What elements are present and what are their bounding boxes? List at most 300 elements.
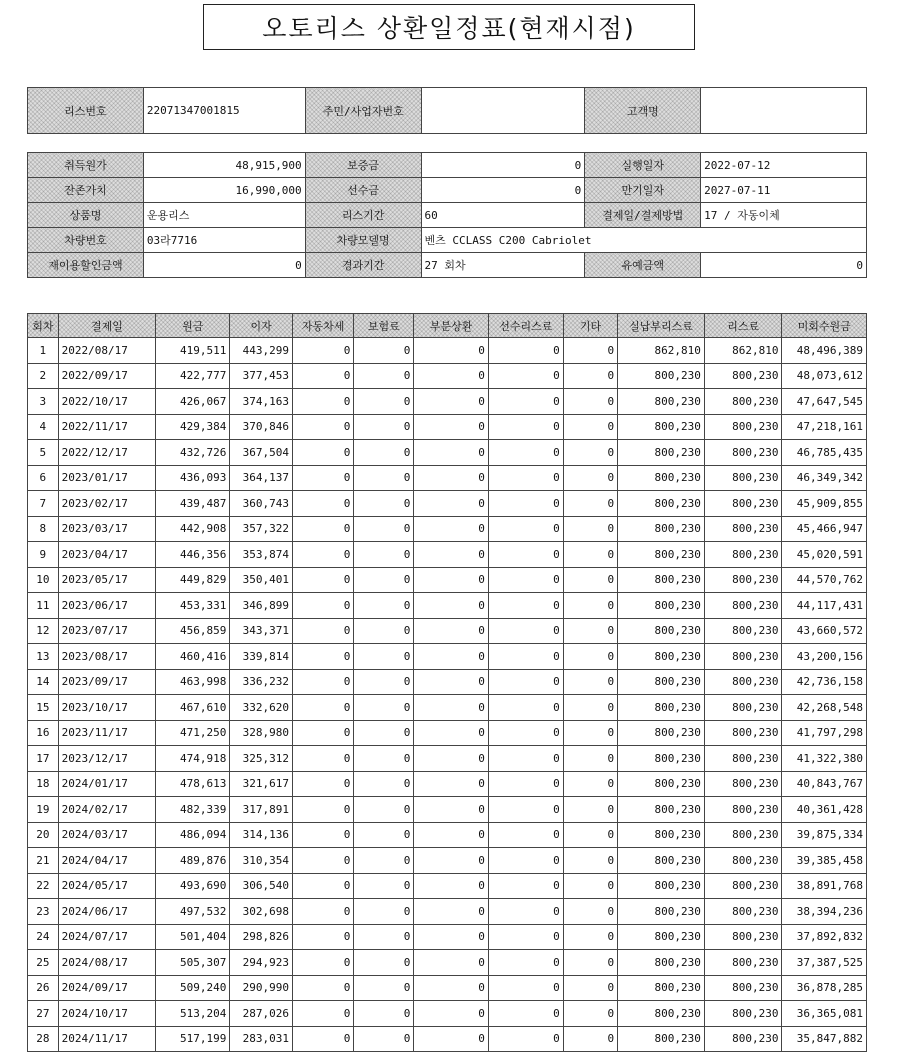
cell-outstanding-principal: 37,892,832 bbox=[782, 924, 867, 950]
cell-lease-fee: 800,230 bbox=[704, 669, 782, 695]
cell-actual-payment: 800,230 bbox=[618, 975, 705, 1001]
cell-interest: 357,322 bbox=[230, 516, 293, 542]
cell-etc: 0 bbox=[563, 873, 617, 899]
cell-outstanding-principal: 48,073,612 bbox=[782, 363, 867, 389]
cell-interest: 364,137 bbox=[230, 465, 293, 491]
lease-no-label: 리스번호 bbox=[28, 88, 144, 134]
cell-interest: 287,026 bbox=[230, 1001, 293, 1027]
cell-round: 10 bbox=[28, 567, 59, 593]
cell-principal: 429,384 bbox=[156, 414, 230, 440]
deposit-value: 0 bbox=[421, 153, 585, 178]
cell-insurance: 0 bbox=[354, 440, 414, 466]
cell-advance-lease: 0 bbox=[488, 593, 563, 619]
cell-interest: 332,620 bbox=[230, 695, 293, 721]
cell-etc: 0 bbox=[563, 644, 617, 670]
cell-actual-payment: 800,230 bbox=[618, 1001, 705, 1027]
cell-lease-fee: 800,230 bbox=[704, 363, 782, 389]
cell-advance-lease: 0 bbox=[488, 873, 563, 899]
cell-partial-repay: 0 bbox=[414, 746, 489, 772]
cell-lease-fee: 800,230 bbox=[704, 618, 782, 644]
cell-insurance: 0 bbox=[354, 567, 414, 593]
cell-lease-fee: 800,230 bbox=[704, 593, 782, 619]
cell-advance-lease: 0 bbox=[488, 542, 563, 568]
cell-etc: 0 bbox=[563, 720, 617, 746]
cell-lease-fee: 800,230 bbox=[704, 771, 782, 797]
cell-outstanding-principal: 40,361,428 bbox=[782, 797, 867, 823]
cell-outstanding-principal: 45,909,855 bbox=[782, 491, 867, 517]
cell-partial-repay: 0 bbox=[414, 491, 489, 517]
cell-car-tax: 0 bbox=[293, 618, 354, 644]
cell-interest: 350,401 bbox=[230, 567, 293, 593]
cell-outstanding-principal: 36,365,081 bbox=[782, 1001, 867, 1027]
cell-pay-date: 2022/08/17 bbox=[58, 338, 156, 364]
cell-principal: 442,908 bbox=[156, 516, 230, 542]
cell-partial-repay: 0 bbox=[414, 924, 489, 950]
cell-advance-lease: 0 bbox=[488, 746, 563, 772]
table-row bbox=[28, 414, 867, 440]
cell-principal: 513,204 bbox=[156, 1001, 230, 1027]
product-label: 상품명 bbox=[28, 203, 144, 228]
cell-lease-fee: 800,230 bbox=[704, 899, 782, 925]
exec-date-label: 실행일자 bbox=[585, 153, 701, 178]
cell-principal: 439,487 bbox=[156, 491, 230, 517]
cell-pay-date: 2023/05/17 bbox=[58, 567, 156, 593]
cell-lease-fee: 800,230 bbox=[704, 465, 782, 491]
cell-pay-date: 2024/09/17 bbox=[58, 975, 156, 1001]
cell-advance-lease: 0 bbox=[488, 797, 563, 823]
cell-round: 14 bbox=[28, 669, 59, 695]
cell-round: 18 bbox=[28, 771, 59, 797]
cell-actual-payment: 800,230 bbox=[618, 822, 705, 848]
residual-value: 16,990,000 bbox=[143, 178, 305, 203]
cell-partial-repay: 0 bbox=[414, 516, 489, 542]
lease-no-value: 22071347001815 bbox=[143, 88, 305, 134]
cell-principal: 453,331 bbox=[156, 593, 230, 619]
cell-advance-lease: 0 bbox=[488, 491, 563, 517]
cell-lease-fee: 800,230 bbox=[704, 797, 782, 823]
cell-advance-lease: 0 bbox=[488, 440, 563, 466]
cell-advance-lease: 0 bbox=[488, 567, 563, 593]
table-row bbox=[28, 542, 867, 568]
cell-partial-repay: 0 bbox=[414, 1026, 489, 1052]
reuse-discount-value: 0 bbox=[143, 253, 305, 278]
header-insurance: 보험료 bbox=[354, 314, 414, 338]
payment-label: 결제일/결제방법 bbox=[585, 203, 701, 228]
cell-etc: 0 bbox=[563, 924, 617, 950]
cell-round: 20 bbox=[28, 822, 59, 848]
customer-name-label: 고객명 bbox=[585, 88, 701, 134]
table-row bbox=[28, 669, 867, 695]
cell-advance-lease: 0 bbox=[488, 389, 563, 415]
cell-pay-date: 2024/07/17 bbox=[58, 924, 156, 950]
cell-insurance: 0 bbox=[354, 338, 414, 364]
cell-round: 28 bbox=[28, 1026, 59, 1052]
cell-round: 9 bbox=[28, 542, 59, 568]
cell-principal: 456,859 bbox=[156, 618, 230, 644]
cell-advance-lease: 0 bbox=[488, 669, 563, 695]
cell-advance-lease: 0 bbox=[488, 338, 563, 364]
cell-car-tax: 0 bbox=[293, 516, 354, 542]
cell-outstanding-principal: 46,785,435 bbox=[782, 440, 867, 466]
cell-insurance: 0 bbox=[354, 822, 414, 848]
cell-pay-date: 2024/02/17 bbox=[58, 797, 156, 823]
deposit-label: 보증금 bbox=[305, 153, 421, 178]
cell-car-tax: 0 bbox=[293, 644, 354, 670]
cell-principal: 497,532 bbox=[156, 899, 230, 925]
cell-principal: 517,199 bbox=[156, 1026, 230, 1052]
cell-pay-date: 2024/05/17 bbox=[58, 873, 156, 899]
cell-advance-lease: 0 bbox=[488, 950, 563, 976]
cell-partial-repay: 0 bbox=[414, 644, 489, 670]
cell-principal: 419,511 bbox=[156, 338, 230, 364]
cell-pay-date: 2022/11/17 bbox=[58, 414, 156, 440]
repayment-schedule-table bbox=[27, 313, 867, 1052]
cell-advance-lease: 0 bbox=[488, 975, 563, 1001]
cell-actual-payment: 800,230 bbox=[618, 516, 705, 542]
details-row bbox=[28, 203, 867, 228]
cell-advance-lease: 0 bbox=[488, 771, 563, 797]
cell-actual-payment: 800,230 bbox=[618, 567, 705, 593]
cell-etc: 0 bbox=[563, 695, 617, 721]
acq-cost-label: 취득원가 bbox=[28, 153, 144, 178]
cell-insurance: 0 bbox=[354, 491, 414, 517]
cell-interest: 298,826 bbox=[230, 924, 293, 950]
cell-lease-fee: 800,230 bbox=[704, 567, 782, 593]
cell-insurance: 0 bbox=[354, 389, 414, 415]
cell-outstanding-principal: 42,736,158 bbox=[782, 669, 867, 695]
cell-actual-payment: 800,230 bbox=[618, 618, 705, 644]
cell-pay-date: 2024/08/17 bbox=[58, 950, 156, 976]
cell-principal: 436,093 bbox=[156, 465, 230, 491]
cell-lease-fee: 800,230 bbox=[704, 414, 782, 440]
cell-partial-repay: 0 bbox=[414, 363, 489, 389]
cell-principal: 509,240 bbox=[156, 975, 230, 1001]
details-row bbox=[28, 253, 867, 278]
cell-insurance: 0 bbox=[354, 695, 414, 721]
cell-insurance: 0 bbox=[354, 542, 414, 568]
cell-round: 27 bbox=[28, 1001, 59, 1027]
cell-round: 2 bbox=[28, 363, 59, 389]
cell-car-tax: 0 bbox=[293, 593, 354, 619]
cell-lease-fee: 800,230 bbox=[704, 975, 782, 1001]
cell-etc: 0 bbox=[563, 669, 617, 695]
cell-advance-lease: 0 bbox=[488, 848, 563, 874]
cell-actual-payment: 800,230 bbox=[618, 491, 705, 517]
cell-interest: 360,743 bbox=[230, 491, 293, 517]
cell-pay-date: 2024/11/17 bbox=[58, 1026, 156, 1052]
cell-insurance: 0 bbox=[354, 363, 414, 389]
cell-principal: 493,690 bbox=[156, 873, 230, 899]
cell-lease-fee: 800,230 bbox=[704, 1001, 782, 1027]
cell-partial-repay: 0 bbox=[414, 389, 489, 415]
cell-advance-lease: 0 bbox=[488, 1026, 563, 1052]
cell-insurance: 0 bbox=[354, 720, 414, 746]
contract-info-row bbox=[28, 88, 867, 134]
cell-insurance: 0 bbox=[354, 848, 414, 874]
cell-partial-repay: 0 bbox=[414, 618, 489, 644]
cell-round: 15 bbox=[28, 695, 59, 721]
cell-insurance: 0 bbox=[354, 873, 414, 899]
cell-actual-payment: 800,230 bbox=[618, 440, 705, 466]
cell-pay-date: 2023/08/17 bbox=[58, 644, 156, 670]
cell-outstanding-principal: 47,647,545 bbox=[782, 389, 867, 415]
table-row bbox=[28, 720, 867, 746]
cell-car-tax: 0 bbox=[293, 848, 354, 874]
elapsed-value: 27 회차 bbox=[421, 253, 585, 278]
cell-round: 24 bbox=[28, 924, 59, 950]
cell-actual-payment: 800,230 bbox=[618, 924, 705, 950]
cell-advance-lease: 0 bbox=[488, 899, 563, 925]
cell-round: 23 bbox=[28, 899, 59, 925]
cell-round: 5 bbox=[28, 440, 59, 466]
cell-principal: 432,726 bbox=[156, 440, 230, 466]
cell-car-tax: 0 bbox=[293, 975, 354, 1001]
cell-etc: 0 bbox=[563, 491, 617, 517]
table-row bbox=[28, 848, 867, 874]
cell-partial-repay: 0 bbox=[414, 771, 489, 797]
cell-actual-payment: 800,230 bbox=[618, 465, 705, 491]
cell-interest: 343,371 bbox=[230, 618, 293, 644]
car-model-value: 벤츠 CCLASS C200 Cabriolet bbox=[421, 228, 866, 253]
cell-car-tax: 0 bbox=[293, 924, 354, 950]
cell-pay-date: 2023/03/17 bbox=[58, 516, 156, 542]
cell-actual-payment: 862,810 bbox=[618, 338, 705, 364]
cell-round: 19 bbox=[28, 797, 59, 823]
cell-car-tax: 0 bbox=[293, 746, 354, 772]
cell-etc: 0 bbox=[563, 899, 617, 925]
cell-etc: 0 bbox=[563, 1001, 617, 1027]
cell-round: 26 bbox=[28, 975, 59, 1001]
cell-partial-repay: 0 bbox=[414, 593, 489, 619]
cell-car-tax: 0 bbox=[293, 1026, 354, 1052]
cell-principal: 449,829 bbox=[156, 567, 230, 593]
cell-principal: 471,250 bbox=[156, 720, 230, 746]
cell-advance-lease: 0 bbox=[488, 924, 563, 950]
cell-principal: 460,416 bbox=[156, 644, 230, 670]
cell-car-tax: 0 bbox=[293, 338, 354, 364]
cell-interest: 370,846 bbox=[230, 414, 293, 440]
cell-actual-payment: 800,230 bbox=[618, 389, 705, 415]
cell-etc: 0 bbox=[563, 363, 617, 389]
cell-car-tax: 0 bbox=[293, 465, 354, 491]
cell-partial-repay: 0 bbox=[414, 848, 489, 874]
cell-pay-date: 2023/11/17 bbox=[58, 720, 156, 746]
cell-interest: 346,899 bbox=[230, 593, 293, 619]
cell-principal: 463,998 bbox=[156, 669, 230, 695]
cell-interest: 321,617 bbox=[230, 771, 293, 797]
cell-interest: 367,504 bbox=[230, 440, 293, 466]
cell-interest: 306,540 bbox=[230, 873, 293, 899]
cell-lease-fee: 800,230 bbox=[704, 491, 782, 517]
cell-partial-repay: 0 bbox=[414, 338, 489, 364]
cell-actual-payment: 800,230 bbox=[618, 542, 705, 568]
payment-value: 17 / 자동이체 bbox=[701, 203, 867, 228]
cell-insurance: 0 bbox=[354, 618, 414, 644]
cell-pay-date: 2023/09/17 bbox=[58, 669, 156, 695]
table-row bbox=[28, 899, 867, 925]
table-row bbox=[28, 491, 867, 517]
cell-lease-fee: 800,230 bbox=[704, 1026, 782, 1052]
cell-principal: 505,307 bbox=[156, 950, 230, 976]
cell-actual-payment: 800,230 bbox=[618, 593, 705, 619]
cell-actual-payment: 800,230 bbox=[618, 797, 705, 823]
cell-actual-payment: 800,230 bbox=[618, 848, 705, 874]
cell-interest: 377,453 bbox=[230, 363, 293, 389]
cell-etc: 0 bbox=[563, 1026, 617, 1052]
cell-lease-fee: 800,230 bbox=[704, 746, 782, 772]
cell-car-tax: 0 bbox=[293, 1001, 354, 1027]
cell-principal: 474,918 bbox=[156, 746, 230, 772]
cell-round: 3 bbox=[28, 389, 59, 415]
cell-insurance: 0 bbox=[354, 1001, 414, 1027]
resident-no-value bbox=[421, 88, 585, 134]
cell-actual-payment: 800,230 bbox=[618, 746, 705, 772]
table-row bbox=[28, 593, 867, 619]
cell-etc: 0 bbox=[563, 338, 617, 364]
cell-actual-payment: 800,230 bbox=[618, 950, 705, 976]
cell-lease-fee: 800,230 bbox=[704, 389, 782, 415]
cell-round: 25 bbox=[28, 950, 59, 976]
cell-insurance: 0 bbox=[354, 746, 414, 772]
cell-outstanding-principal: 41,322,380 bbox=[782, 746, 867, 772]
cell-insurance: 0 bbox=[354, 1026, 414, 1052]
cell-insurance: 0 bbox=[354, 593, 414, 619]
cell-interest: 353,874 bbox=[230, 542, 293, 568]
cell-lease-fee: 800,230 bbox=[704, 720, 782, 746]
cell-pay-date: 2023/02/17 bbox=[58, 491, 156, 517]
cell-pay-date: 2023/10/17 bbox=[58, 695, 156, 721]
cell-partial-repay: 0 bbox=[414, 567, 489, 593]
cell-etc: 0 bbox=[563, 771, 617, 797]
table-row bbox=[28, 644, 867, 670]
cell-advance-lease: 0 bbox=[488, 516, 563, 542]
cell-insurance: 0 bbox=[354, 414, 414, 440]
cell-pay-date: 2024/06/17 bbox=[58, 899, 156, 925]
cell-car-tax: 0 bbox=[293, 491, 354, 517]
contract-info-table bbox=[27, 87, 867, 134]
header-principal: 원금 bbox=[156, 314, 230, 338]
details-row bbox=[28, 228, 867, 253]
header-car-tax: 자동차세 bbox=[293, 314, 354, 338]
cell-outstanding-principal: 43,660,572 bbox=[782, 618, 867, 644]
header-actual-payment: 실납부리스료 bbox=[618, 314, 705, 338]
cell-etc: 0 bbox=[563, 389, 617, 415]
cell-outstanding-principal: 35,847,882 bbox=[782, 1026, 867, 1052]
table-row bbox=[28, 695, 867, 721]
cell-round: 16 bbox=[28, 720, 59, 746]
cell-lease-fee: 800,230 bbox=[704, 924, 782, 950]
cell-outstanding-principal: 45,020,591 bbox=[782, 542, 867, 568]
cell-outstanding-principal: 38,394,236 bbox=[782, 899, 867, 925]
cell-actual-payment: 800,230 bbox=[618, 695, 705, 721]
resident-no-label: 주민/사업자번호 bbox=[305, 88, 421, 134]
cell-lease-fee: 800,230 bbox=[704, 695, 782, 721]
table-row bbox=[28, 440, 867, 466]
cell-pay-date: 2024/10/17 bbox=[58, 1001, 156, 1027]
cell-partial-repay: 0 bbox=[414, 669, 489, 695]
customer-name-value bbox=[701, 88, 867, 134]
page-title: 오토리스 상환일정표(현재시점) bbox=[203, 4, 695, 50]
cell-advance-lease: 0 bbox=[488, 720, 563, 746]
cell-car-tax: 0 bbox=[293, 899, 354, 925]
cell-interest: 290,990 bbox=[230, 975, 293, 1001]
cell-principal: 482,339 bbox=[156, 797, 230, 823]
cell-insurance: 0 bbox=[354, 924, 414, 950]
cell-actual-payment: 800,230 bbox=[618, 1026, 705, 1052]
schedule-header-row bbox=[28, 314, 867, 338]
table-row bbox=[28, 822, 867, 848]
cell-pay-date: 2022/09/17 bbox=[58, 363, 156, 389]
cell-interest: 310,354 bbox=[230, 848, 293, 874]
cell-outstanding-principal: 45,466,947 bbox=[782, 516, 867, 542]
cell-outstanding-principal: 47,218,161 bbox=[782, 414, 867, 440]
cell-advance-lease: 0 bbox=[488, 695, 563, 721]
cell-partial-repay: 0 bbox=[414, 440, 489, 466]
cell-advance-lease: 0 bbox=[488, 465, 563, 491]
cell-principal: 467,610 bbox=[156, 695, 230, 721]
cell-interest: 374,163 bbox=[230, 389, 293, 415]
table-row bbox=[28, 797, 867, 823]
lease-details-table bbox=[27, 152, 867, 278]
cell-actual-payment: 800,230 bbox=[618, 414, 705, 440]
table-row bbox=[28, 975, 867, 1001]
cell-etc: 0 bbox=[563, 950, 617, 976]
cell-lease-fee: 800,230 bbox=[704, 542, 782, 568]
cell-outstanding-principal: 48,496,389 bbox=[782, 338, 867, 364]
cell-pay-date: 2023/01/17 bbox=[58, 465, 156, 491]
cell-advance-lease: 0 bbox=[488, 644, 563, 670]
cell-pay-date: 2022/10/17 bbox=[58, 389, 156, 415]
cell-etc: 0 bbox=[563, 516, 617, 542]
cell-outstanding-principal: 42,268,548 bbox=[782, 695, 867, 721]
cell-outstanding-principal: 40,843,767 bbox=[782, 771, 867, 797]
cell-outstanding-principal: 39,875,334 bbox=[782, 822, 867, 848]
cell-partial-repay: 0 bbox=[414, 542, 489, 568]
cell-interest: 314,136 bbox=[230, 822, 293, 848]
cell-outstanding-principal: 39,385,458 bbox=[782, 848, 867, 874]
cell-partial-repay: 0 bbox=[414, 822, 489, 848]
cell-partial-repay: 0 bbox=[414, 975, 489, 1001]
cell-insurance: 0 bbox=[354, 771, 414, 797]
cell-interest: 443,299 bbox=[230, 338, 293, 364]
cell-lease-fee: 800,230 bbox=[704, 848, 782, 874]
cell-round: 7 bbox=[28, 491, 59, 517]
cell-interest: 317,891 bbox=[230, 797, 293, 823]
cell-pay-date: 2023/04/17 bbox=[58, 542, 156, 568]
cell-outstanding-principal: 46,349,342 bbox=[782, 465, 867, 491]
cell-pay-date: 2023/07/17 bbox=[58, 618, 156, 644]
cell-outstanding-principal: 43,200,156 bbox=[782, 644, 867, 670]
cell-round: 6 bbox=[28, 465, 59, 491]
cell-actual-payment: 800,230 bbox=[618, 669, 705, 695]
table-row bbox=[28, 771, 867, 797]
cell-partial-repay: 0 bbox=[414, 873, 489, 899]
table-row bbox=[28, 950, 867, 976]
cell-car-tax: 0 bbox=[293, 873, 354, 899]
car-no-value: 03라7716 bbox=[143, 228, 305, 253]
cell-principal: 489,876 bbox=[156, 848, 230, 874]
table-row bbox=[28, 1026, 867, 1052]
cell-actual-payment: 800,230 bbox=[618, 771, 705, 797]
cell-interest: 294,923 bbox=[230, 950, 293, 976]
cell-advance-lease: 0 bbox=[488, 414, 563, 440]
table-row bbox=[28, 389, 867, 415]
cell-outstanding-principal: 44,117,431 bbox=[782, 593, 867, 619]
cell-outstanding-principal: 38,891,768 bbox=[782, 873, 867, 899]
cell-car-tax: 0 bbox=[293, 389, 354, 415]
cell-etc: 0 bbox=[563, 822, 617, 848]
cell-car-tax: 0 bbox=[293, 822, 354, 848]
